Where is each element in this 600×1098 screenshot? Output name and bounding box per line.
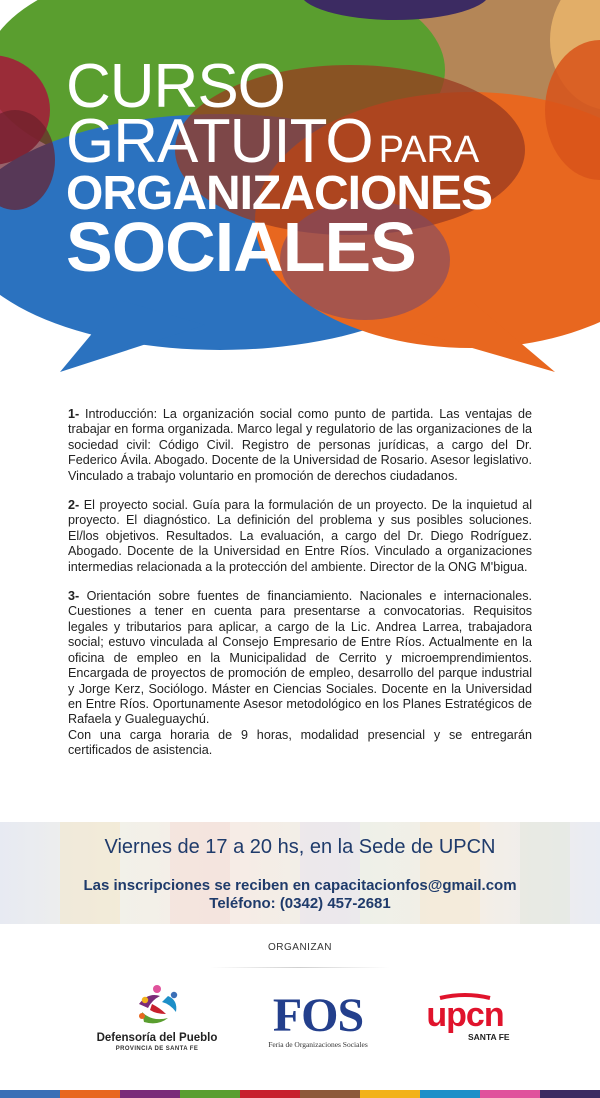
module-3-text: Orientación sobre fuentes de financiamiento. Nacionales e internacionales. Cuestiones a tener en cuenta para presentarse a convocatorias. Requisitos legales y tributarios para aplicar, a cargo de la Lic. Andrea Larrea, trabajadora social; estuvo vinculada al Consejo Empresario de Entre Ríos. Actualmente en la oficina de empleo en la Municipalidad de Cerrito y microemprendimientos. Encargada de proyectos de promoción de empleo, desarrollo del parque industrial y Jorge Kerz, Sociólogo. Máster en Ciencias Sociales. Docente en la Universidad en Entre Ríos. Oportunamente Asesor metodológico en los Planes Estratégicos de Rafaela y Gualeguaychú. [68, 589, 532, 727]
module-1-number: 1- [68, 407, 80, 421]
footer-color-segment [480, 1090, 540, 1098]
phone-text[interactable]: Teléfono: (0342) 457-2681 [209, 895, 391, 912]
title-line-curso: CURSO [66, 52, 285, 121]
title-para-word: PARA [378, 129, 480, 171]
inscriptions-text[interactable]: Las inscripciones se reciben en capacitacionfos@gmail.com [83, 877, 517, 894]
footer-color-segment [0, 1090, 60, 1098]
module-1-text: Introducción: La organización social como punto de partida. Las ventajas de trabajar en forma organizada. Marco legal y regulatorio de las organizaciones de la sociedad civil: Código Civil. Registro de personas jurídicas, a cargo del Dr. Federico Ávila. Abogado. Docente de la Universidad de Rosario. Asesor legislativo. Vinculado a trabajo voluntario en promoción de derechos ciudadanos. [68, 407, 532, 483]
footer-color-segment [120, 1090, 180, 1098]
title-gratuito-word: GRATUITO [66, 107, 373, 176]
upcn-subtitle: SANTA FE [468, 1032, 510, 1042]
module-2 [68, 498, 532, 575]
fos-mark: FOS [272, 989, 364, 1042]
footer-color-bar [0, 1090, 600, 1098]
hero-banner [0, 0, 600, 390]
title-line-organizaciones: ORGANIZACIONES [66, 167, 493, 220]
footer-color-segment [180, 1090, 240, 1098]
module-1 [68, 407, 532, 484]
module-3 [68, 589, 532, 728]
organizers-heading: ORGANIZAN [268, 942, 332, 953]
footer-color-segment [420, 1090, 480, 1098]
footer-color-segment [300, 1090, 360, 1098]
footer-color-segment [60, 1090, 120, 1098]
defensoria-subtitle: PROVINCIA DE SANTA FE [115, 1046, 199, 1052]
schedule-band [0, 822, 600, 924]
defensoria-people-icon [82, 982, 232, 1030]
footer-color-segment [240, 1090, 300, 1098]
upcn-logo [410, 992, 520, 1052]
schedule-text: Viernes de 17 a 20 hs, en la Sede de UPCN [104, 836, 496, 858]
fos-logo [258, 989, 378, 1052]
footer-color-segment [540, 1090, 600, 1098]
organizers-divider [210, 967, 390, 968]
module-3-number: 3- [68, 589, 80, 604]
course-closing-note: Con una carga horaria de 9 horas, modalidad presencial y se entregarán certificados de asistencia. [68, 727, 532, 758]
course-modules [68, 407, 532, 773]
footer-color-segment [360, 1090, 420, 1098]
defensoria-name: Defensoría del Pueblo [96, 1032, 218, 1044]
module-2-number: 2- [68, 498, 80, 513]
module-2-text: El proyecto social. Guía para la formulación de un proyecto. De la inquietud al proyecto. El diagnóstico. La definición del problema y sus posibles soluciones. El/los objetivos. Resultados. La evaluación, a cargo del Dr. Diego Rodríguez. Abogado. Docente de la Universidad en Entre Ríos. Vinculado a organizaciones intermedias relacionada a la protección del ambiente. Director de la ONG M'bigua. [68, 498, 533, 574]
upcn-mark: upcn [426, 996, 504, 1034]
fos-full-name: Feria de Organizaciones Sociales [268, 1040, 368, 1049]
defensoria-logo [82, 982, 232, 1052]
title-line-sociales: SOCIALES [66, 208, 416, 286]
title-line-gratuito [66, 107, 480, 176]
